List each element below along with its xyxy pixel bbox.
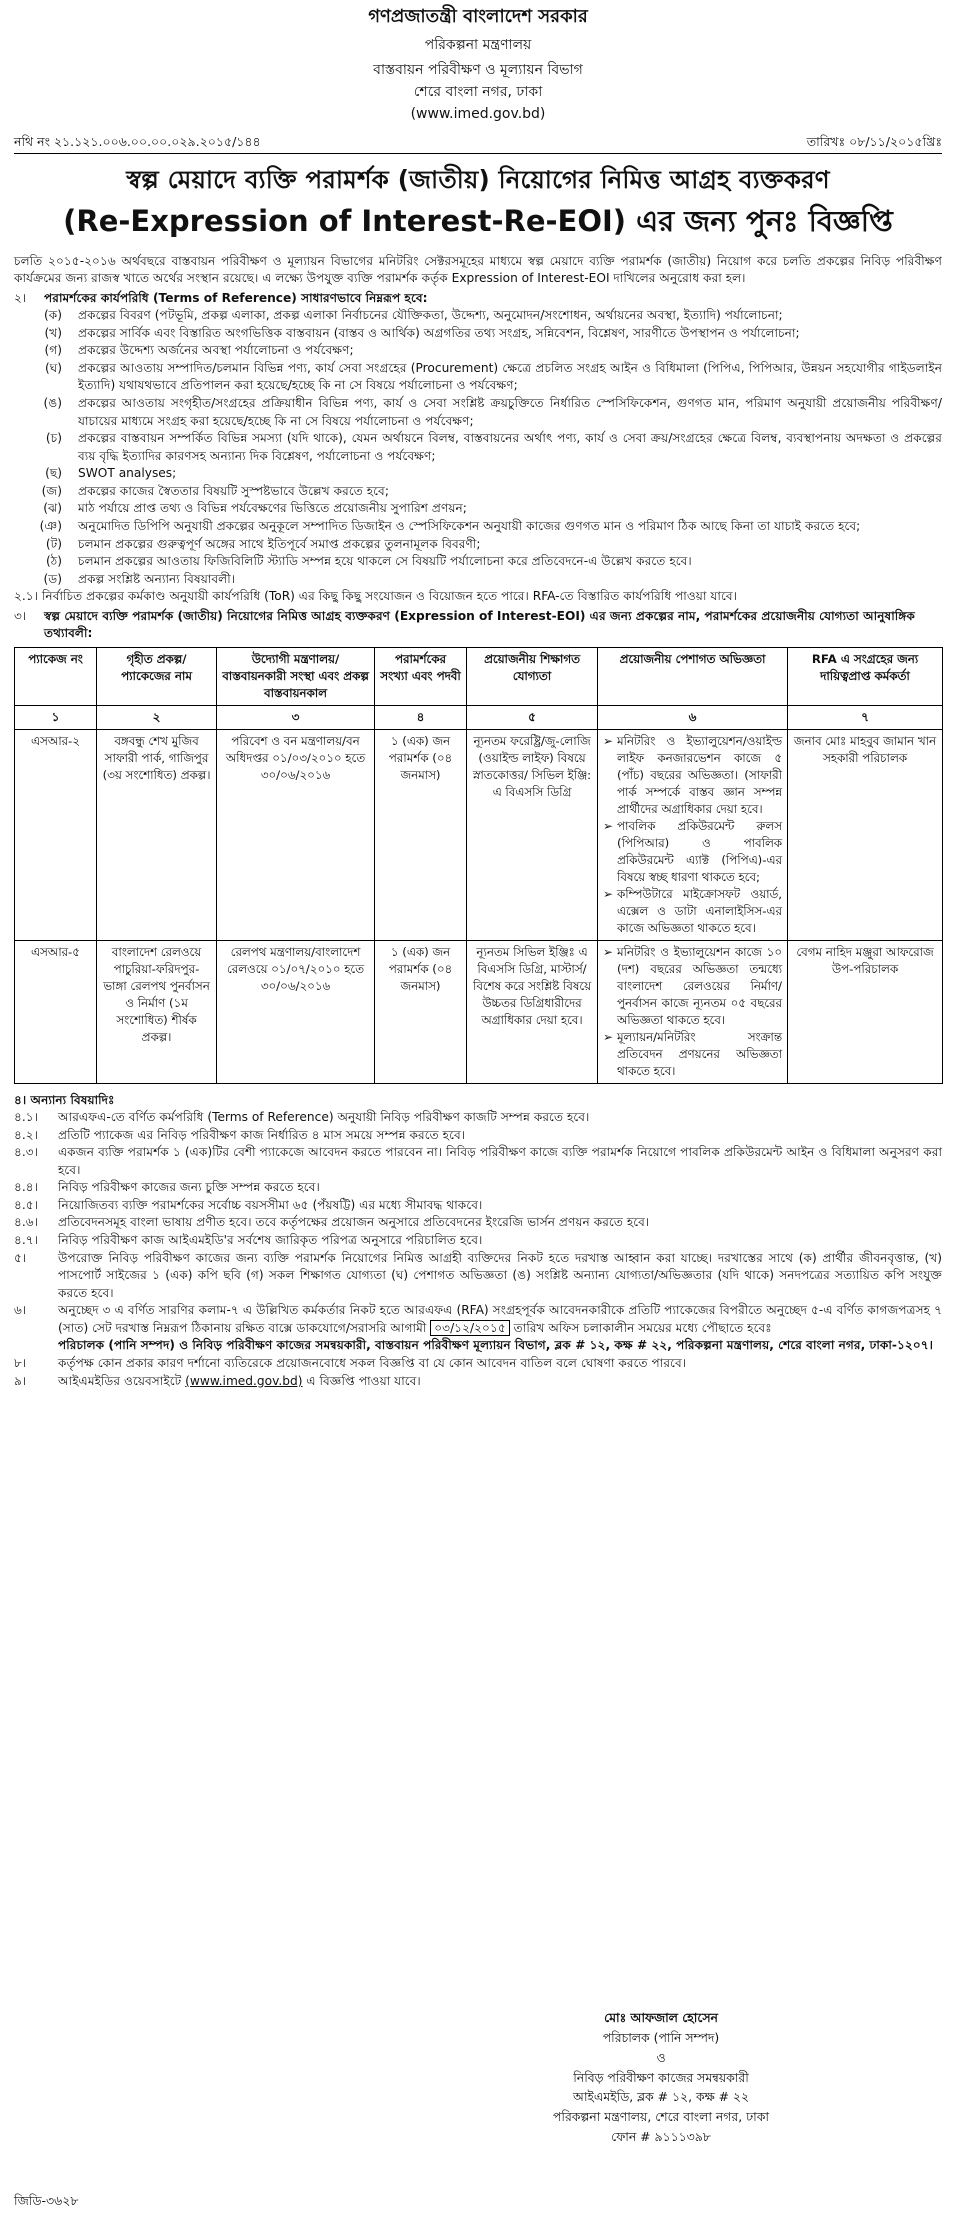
arrow-bullet-icon: ➢ <box>603 818 613 833</box>
tor-item-text: প্রকল্পের বিবরণ (পটভূমি, প্রকল্প এলাকা, প্রকল্প এলাকা নির্বাচনের যৌক্তিকতা, উদ্দেশ্য, অনুমোদন/সংশোধন, অর্থায়নের অবস্থা, ইত্যাদি) পর্যালোচনা; <box>78 308 783 323</box>
experience-text: মনিটরিং ও ইভ্যালুয়েশন/ওয়াইল্ড লাইফ কনজারভেশন কাজে ৫ (পাঁচ) বছরের অভিজ্ঞতা। (সাফারী পার্ক সম্পর্কে বাস্তব জ্ঞান সম্পন্ন প্রার্থীদের অগ্রাধিকার দেয়া হবে। <box>617 733 782 816</box>
package-no-cell: এসআর-৫ <box>15 940 97 1083</box>
consultant-count-cell: ১ (এক) জন পরামর্শক (০৪ জনমাস) <box>375 940 467 1083</box>
tor-item-text: চলমান প্রকল্পের গুরুত্বপূর্ণ অঙ্গের সাথে ইতিপূর্বে সমাপ্ত প্রকল্পের তুলনামূলক বিবরণী; <box>78 536 481 551</box>
section-4-item-text: একজন ব্যক্তি পরামর্শক ১ (এক)টির বেশী প্যাকেজে আবেদন করতে পারবেন না। নিবিড় পরিবীক্ষণ কাজে ব্যক্তি পরামর্শক নিয়োগে পাবলিক প্রকিউরমেন্ট আইন ও বিধিমালা অনুসরণ করা হবে। <box>58 1145 942 1177</box>
experience-text: মূল্যায়ন/মনিটরিং সংক্রান্ত প্রতিবেদন প্রণয়নের অভিজ্ঞতা থাকতে হবে। <box>617 1029 782 1078</box>
tor-item-text: চলমান প্রকল্পের আওতায় ফিজিবিলিটি স্ট্যাডি সম্পন্ন হয়ে থাকলে সে বিষয়টি পর্যালোচনা করে প্রতিবেদনে-এ উল্লেখ করতে হবে। <box>78 554 692 569</box>
table-colnum-cell: ১ <box>15 705 97 729</box>
signatory-and: ও <box>656 2049 666 2065</box>
education-cell: ন্যূনতম ফরেষ্ট্রি/জু-লোজি (ওয়াইল্ড লাইফ) বিষয়ে স্নাতকোত্তর/ সিভিল ইঞ্জি: এ বিএসসি ডিগ্রি <box>467 729 598 940</box>
deadline-date: ০৩/১২/২০১৫ <box>430 1320 510 1336</box>
tor-item-number: (ঝ) <box>43 501 62 516</box>
section-4-item-number: ৪.৫। <box>14 1197 39 1212</box>
item-9 <box>14 1373 942 1391</box>
section-4-item-number: ৪.২। <box>14 1127 39 1142</box>
arrow-bullet-icon: ➢ <box>603 733 613 748</box>
table-header-cell: RFA এ সংগ্রহের জন্য দায়িত্বপ্রাপ্ত কর্মকর্তা <box>788 647 943 705</box>
section-4-item-number: ৪.৩। <box>14 1145 39 1160</box>
table-colnum-cell: ৭ <box>788 705 943 729</box>
govt-name: গণপ্রজাতন্ত্রী বাংলাদেশ সরকার <box>368 6 588 27</box>
section-4-list <box>14 1109 942 1302</box>
experience-item <box>603 818 782 886</box>
tor-item-number: (খ) <box>44 325 62 340</box>
experience-text: মনিটরিং ও ইভ্যালুয়েশন কাজে ১০ (দশ) বছরের অভিজ্ঞতা তন্মধ্যে বাংলাদেশ রেলওয়ের নির্মাণ/পুনর্বাসন কাজে ন্যূনতম ০৫ বছরের অভিজ্ঞতা থাকতে হবে। <box>617 944 782 1027</box>
section-4-item-text: প্রতিটি প্যাকেজ এর নিবিড় পরিবীক্ষণ কাজ নির্ধারিত ৪ মাস সময়ে সম্পন্ন করতে হবে। <box>58 1127 466 1142</box>
item-9-text-a: আইএমইডির ওয়েবসাইটে <box>58 1373 182 1388</box>
tor-item <box>14 483 942 501</box>
experience-item <box>603 944 782 1029</box>
file-number: নথি নং ২১.১২১.০০৬.০০.০০.০২৯.২০১৫/১৪৪ <box>14 133 261 149</box>
experience-item <box>603 733 782 818</box>
tor-item <box>14 360 942 395</box>
table-header-cell: উদ্যোগী মন্ত্রণালয়/বাস্তবায়নকারী সংস্থা এবং প্রকল্প বাস্তবায়নকাল <box>217 647 375 705</box>
item-8-number: ৮। <box>14 1355 27 1370</box>
rfa-officer-cell: বেগম নাহিদ মঞ্জুরা আফরোজ উপ-পরিচালক <box>788 940 943 1083</box>
signature-block <box>496 2008 826 2147</box>
division-name: বাস্তবায়ন পরিবীক্ষণ ও মূল্যায়ন বিভাগ <box>373 62 583 79</box>
tor-item <box>14 342 942 360</box>
section-4-item-text: প্রতিবেদনসমূহ বাংলা ভাষায় প্রণীত হবে। তবে কর্তৃপক্ষের প্রয়োজন অনুসারে প্রতিবেদনের ইংরেজি ভার্সন প্রণয়ন করতে হবে। <box>58 1215 650 1230</box>
ministry-cell: রেলপথ মন্ত্রণালয়/বাংলাদেশ রেলওয়ে ০১/০৭/২০১০ হতে ৩০/০৬/২০১৬ <box>217 940 375 1083</box>
table-colnum-cell: ৩ <box>217 705 375 729</box>
tor-item-text: প্রকল্পের আওতায় সম্পাদিত/চলমান বিভিন্ন পণ্য, কার্য সেবা সংগ্রহের (Procurement) ক্ষেত্রে প্রচলিত সংগ্রহ আইন ও বিধিমালা (পিপিএ, পিপিআর, উন্নয়ন সহযোগীর গাইডলাইন ইত্যাদি) যথাযথভাবে প্রতিপালন করা হয়েছে/হচ্ছে কি না সে বিষয়ে পর্যালোচনা ও পর্যবেক্ষণ; <box>78 360 942 393</box>
tor-item-number: (জ) <box>41 483 62 498</box>
section-4-item-number: ৪.৬। <box>14 1215 39 1230</box>
intro-paragraph: চলতি ২০১৫-২০১৬ অর্থবছরে বাস্তবায়ন পরিবীক্ষণ ও মূল্যায়ন বিভাগের মনিটরিং সেক্টরসমূহের মাধ্যমে স্বল্প মেয়াদে ব্যক্তি পরামর্শক (জাতীয়) নিয়োগ করে চলতি প্রকল্পের নিবিড় পরিবীক্ষণ কার্যক্রমের জন্য রাজস্ব খাতে অর্থের সংস্থান রয়েছে। এ লক্ষ্যে উপযুক্ত ব্যক্তি পরামর্শক কর্তৃক Expression of Interest-EOI দাখিলের অনুরোধ করা হল। <box>14 253 942 286</box>
education-cell: ন্যূনতম সিভিল ইঞ্জিঃ এ বিএসসি ডিগ্রি, মাস্টার্স/বিশেষ করে সংশ্লিষ্ট বিষয়ে উচ্চতর ডিগ্রিধারীদের অগ্রাধিকার দেয়া হবে। <box>467 940 598 1083</box>
section-2-number: ২। <box>14 290 27 305</box>
item-8-text: কর্তৃপক্ষ কোন প্রকার কারণ দর্শানো ব্যতিরেকে প্রয়োজনবোধে সকল বিজ্ঞপ্তি বা যে কোন আবেদন বাতিল বলে ঘোষণা করতে পারবে। <box>58 1355 687 1370</box>
section-4-item <box>14 1197 942 1215</box>
tor-item-number: (চ) <box>45 431 62 446</box>
item-9-text <box>58 1373 942 1391</box>
project-name-cell: বঙ্গবন্ধু শেখ মুজিব সাফারী পার্ক, গাজিপুর (৩য় সংশোধিত) প্রকল্প। <box>97 729 217 940</box>
rfa-officer-cell: জনাব মোঃ মাহবুব জামান খান সহকারী পরিচালক <box>788 729 943 940</box>
table-body <box>15 729 943 1083</box>
tor-item-number: (গ) <box>44 343 62 358</box>
project-name-cell: বাংলাদেশ রেলওয়ে পাচুরিয়া-ফরিদপুর-ভাঙ্গা রেলপথ পুনর্বাসন ও নির্মাণ (১ম সংশোধিত) শীর্ষক প্রকল্প। <box>97 940 217 1083</box>
table-colnum-cell: ২ <box>97 705 217 729</box>
table-header-row <box>15 647 943 705</box>
arrow-bullet-icon: ➢ <box>603 1029 613 1044</box>
section-2-title: পরামর্শকের কার্যপরিধি (Terms of Reference) সাধারণভাবে নিম্নরূপ হবে: <box>44 290 428 305</box>
section-3-heading <box>14 608 942 643</box>
section-4-item-number: ৫। <box>14 1250 27 1265</box>
table-row <box>15 729 943 940</box>
tor-item-text: SWOT analyses; <box>78 466 177 481</box>
tor-item-text: প্রকল্পের আওতায় সংগৃহীত/সংগ্রহের প্রক্রিয়াধীন বিভিন্ন পণ্য, কার্য ও সেবা সংশ্লিষ্ট ক্রয়চুক্তিতে নির্ধারিত স্পেসিফিকেশন, গুণগত মান, পরিমাণ অনুযায়ী প্রয়োজনীয় পরিবীক্ষণ/যাচায়ের মাধ্যমে সংগ্রহ করা হয়েছে/হচ্ছে কি না সে বিষয়ে পর্যালোচনা ও পর্যবেক্ষণ; <box>78 396 942 428</box>
item-9-text-b: এ বিজ্ঞপ্তি পাওয়া যাবে। <box>306 1373 421 1388</box>
tor-item-text: প্রকল্পের বাস্তবায়ন সম্পর্কিত বিভিন্ন সমস্যা (যদি থাকে), যেমন অর্থায়নে বিলম্ব, বাস্তবায়নের অর্থাৎ পণ্য, কার্য ও সেবা ক্রয়/সংগ্রহের ক্ষেত্রে বিলম্ব, ব্যবস্থাপনায় অদক্ষতা ও প্রকল্পের ব্যয় বৃদ্ধি ইত্যাদির কারণসহ অন্যান্য দিক বিশ্লেষণ, পর্যালোচনা ও পর্যবেক্ষণ; <box>78 431 942 463</box>
table-colnum-cell: ৫ <box>467 705 598 729</box>
signatory-address: পরিকল্পনা মন্ত্রণালয়, শেরে বাংলা নগর, ঢাকা <box>553 2109 769 2125</box>
section-4-title: ৪। অন্যান্য বিষয়াদিঃ <box>14 1092 115 1107</box>
section-2-heading <box>14 290 942 308</box>
tor-item-text: অনুমোদিত ডিপিপি অনুযায়ী প্রকল্পের অনুকূলে সম্পাদিত ডিজাইন ও স্পেসিফিকেশন অনুযায়ী কাজের গুণগত মান ও পরিমাণ ঠিক আছে কিনা তা যাচাই করতে হবে; <box>78 518 861 533</box>
tor-item-text: মাঠ পর্যায়ে প্রাপ্ত তথ্য ও বিভিন্ন পর্যবেক্ষণের ভিত্তিতে প্রয়োজনীয় সুপারিশ প্রণয়ন; <box>78 501 467 516</box>
notice-subtitle: (Re-Expression of Interest-Re-EOI) এর জন্য পুনঃ বিজ্ঞপ্তি <box>63 203 893 238</box>
table-header-cell: প্রয়োজনীয় পেশাগত অভিজ্ঞতা <box>598 647 788 705</box>
consultant-count-cell: ১ (এক) জন পরামর্শক (০৪ জনমাস) <box>375 729 467 940</box>
tor-item-number: (ক) <box>43 308 62 323</box>
item-6 <box>14 1302 942 1355</box>
package-no-cell: এসআর-২ <box>15 729 97 940</box>
notice-date: তারিখঃ ০৮/১১/২০১৫খ্রিঃ <box>806 133 942 149</box>
tor-item-number: (ট) <box>45 536 62 551</box>
section-4-item-text: নিবিড় পরিবীক্ষণ কাজের জন্য চুক্তি সম্পন্ন করতে হবে। <box>58 1180 320 1195</box>
section-4-item-number: ৪.৪। <box>14 1180 39 1195</box>
signatory-phone: ফোন # ৯১১১৩৯৮ <box>611 2129 711 2145</box>
section-4-item-text: উপরোক্ত নিবিড় পরিবীক্ষণ কাজের জন্য ব্যক্তি পরামর্শক নিয়োগের নিমিত্ত আগ্রহী ব্যক্তিদের নিকট হতে দরখাস্ত আহ্বান করা যাচ্ছে। দরখাস্তের সাথে (ক) প্রার্থীর জীবনবৃত্তান্ত, (খ) পাসপোর্ট সাইজের ১ (এক) কপি ছবি (গ) সকল শিক্ষাগত যোগ্যতা (ঘ) পেশাগত অভিজ্ঞতা (ঙ) সংশ্লিষ্ট অন্যান্য যোগ্যতা/অভিজ্ঞতার (যদি থাকে) সনদপত্রের সত্যায়িত কপি সংযুক্ত করতে হবে। <box>58 1250 942 1300</box>
section-4 <box>14 1092 942 1391</box>
notice-page <box>0 4 956 2214</box>
tor-item-number: (ড) <box>43 571 62 586</box>
arrow-bullet-icon: ➢ <box>603 944 613 959</box>
section-4-item <box>14 1250 942 1303</box>
signatory-role: পরিচালক (পানি সম্পদ) <box>602 2029 720 2045</box>
experience-cell <box>598 729 788 940</box>
tor-item <box>14 307 942 325</box>
section-4-item-number: ৪.১। <box>14 1110 39 1125</box>
submission-address: পরিচালক (পানি সম্পদ) ও নিবিড় পরিবীক্ষণ কাজের সমন্বয়কারী, বাস্তবায়ন পরিবীক্ষণ মূল্যায়ন বিভাগ, ব্লক # ১২, কক্ষ # ২২, পরিকল্পনা মন্ত্রণালয়, শেরে বাংলা নগর, ঢাকা-১২০৭। <box>58 1338 934 1353</box>
table-row <box>15 940 943 1083</box>
section-4-item <box>14 1144 942 1179</box>
tor-list <box>14 307 942 588</box>
reference-row <box>14 133 942 154</box>
tor-item <box>14 518 942 536</box>
package-table <box>14 647 943 1084</box>
section-4-item-text: নিবিড় পরিবীক্ষণ কাজ আইএমইডি'র সর্বশেষ জারিকৃত পরিপত্র অনুসারে পরিচালিত হবে। <box>58 1233 483 1248</box>
experience-item <box>603 886 782 937</box>
gd-number: জিডি-৩৬২৮ <box>14 2193 79 2208</box>
tor-item-text: প্রকল্পের কাজের স্বৈততার বিষয়টি সুস্পষ্টভাবে উল্লেখ করতে হবে; <box>78 483 389 498</box>
signatory-office: আইএমইডি, ব্লক # ১২, কক্ষ # ২২ <box>572 2089 750 2105</box>
tor-item-number: (ঙ) <box>43 396 62 411</box>
section-4-item <box>14 1127 942 1145</box>
website-link[interactable]: (www.imed.gov.bd) <box>185 1373 303 1388</box>
table-header-cell: প্যাকেজ নং <box>15 647 97 705</box>
tor-item-text: প্রকল্পের সার্বিক এবং বিস্তারিত অংগভিত্তিক বাস্তবায়ন (বাস্তব ও আর্থিক) অগ্রগতির তথ্য সংগ্রহ, সন্নিবেশন, বিশ্লেষণ, সারণীতে উপস্থাপন ও পর্যালোচনা; <box>78 325 800 340</box>
item-6-text-b: তারিখ অফিস চলাকালীন সময়ের মধ্যে পৌছাতে হবেঃ <box>513 1320 772 1335</box>
office-address: শেরে বাংলা নগর, ঢাকা <box>413 84 543 101</box>
tor-item <box>14 536 942 554</box>
section-4-item-number: ৪.৭। <box>14 1233 39 1248</box>
section-4-item <box>14 1232 942 1250</box>
tor-item <box>14 325 942 343</box>
table-header-cell: পরামর্শকের সংখ্যা এবং পদবী <box>375 647 467 705</box>
item-6-number: ৬। <box>14 1303 27 1318</box>
section-4-item <box>14 1214 942 1232</box>
tor-item <box>14 500 942 518</box>
section-4-item-text: নিয়োজিতব্য ব্যক্তি পরামর্শকের সর্বোচ্চ বয়সসীমা ৬৫ (পঁয়ষট্টি) এর মধ্যে সীমাবদ্ধ থাকবে। <box>58 1197 483 1212</box>
section-4-item-text: আরএফএ-তে বর্ণিত কর্মপরিধি (Terms of Reference) অনুযায়ী নিবিড় পরিবীক্ষণ কাজটি সম্পন্ন করতে হবে। <box>58 1110 590 1125</box>
item-8 <box>14 1355 942 1373</box>
tor-item <box>14 465 942 483</box>
tor-item <box>14 430 942 465</box>
experience-text: কম্পিউটারে মাইক্রোসফট ওয়ার্ড, এক্সেল ও ডাটা এনালাইসিস-এর কাজে অভিজ্ঞতা থাকতে হবে। <box>617 886 782 935</box>
signatory-role-2: নিবিড় পরিবীক্ষণ কাজের সমন্বয়কারী <box>573 2069 749 2085</box>
tor-item <box>14 395 942 430</box>
table-colnum-cell: ৪ <box>375 705 467 729</box>
tor-item <box>14 571 942 589</box>
experience-item <box>603 1029 782 1080</box>
experience-cell <box>598 940 788 1083</box>
header-website: (www.imed.gov.bd) <box>410 106 546 123</box>
table-colnum-cell: ৬ <box>598 705 788 729</box>
table-colnum-row <box>15 705 943 729</box>
tor-item-number: (ঞ) <box>39 518 62 533</box>
item-6-text-a: অনুচ্ছেদ ৩ এ বর্ণিত সারণির কলাম-৭ এ উল্লিখিত কর্মকর্তার নিকট হতে আরএফএ (RFA) সংগ্রহপূর্বক আবেদনকারীকে প্রতিটি প্যাকেজের বিপরীতে অনুচ্ছেদ ৫-এ বর্ণিত কাগজপত্রসহ ৭ (সাত) সেট দরখাস্ত নিম্নরূপ ঠিকানায় রক্ষিত বাক্সে ডাকযোগে/সরাসরি আগামী <box>58 1303 942 1335</box>
item-6-text <box>58 1302 942 1355</box>
section-2-1: ২.১। নির্বাচিত প্রকল্পের কর্মকাণ্ড অনুযায়ী কার্যপরিধি (ToR) এর কিছু কিছু সংযোজন ও বিয়োজন হতে পারে। RFA-তে বিস্তারিত কার্যপরিধি পাওয়া যাবে। <box>14 589 737 604</box>
tor-item-number: (ঠ) <box>45 554 62 569</box>
section-4-item <box>14 1179 942 1197</box>
section-3-title: স্বল্প মেয়াদে ব্যক্তি পরামর্শক (জাতীয়) নিয়োগের নিমিত্ত আগ্রহ ব্যক্তকরণ (Expression of Interest-EOI) এর জন্য প্রকল্পের নাম, পরামর্শকের প্রয়োজনীয় যোগ্যতা আনুষাঙ্গিক তথ্যাবলী: <box>44 608 915 641</box>
tor-item-text: প্রকল্প সংশ্লিষ্ট অন্যান্য বিষয়াবলী। <box>78 571 236 586</box>
signatory-name: মোঃ আফজাল হোসেন <box>604 2010 718 2025</box>
item-9-number: ৯। <box>14 1373 27 1388</box>
notice-title: স্বল্প মেয়াদে ব্যক্তি পরামর্শক (জাতীয়) নিয়োগের নিমিত্ত আগ্রহ ব্যক্তকরণ <box>126 164 830 194</box>
ministry-cell: পরিবেশ ও বন মন্ত্রণালয়/বন অধিদপ্তর ০১/০৩/২০১০ হতে ৩০/০৬/২০১৬ <box>217 729 375 940</box>
tor-item-number: (ঘ) <box>44 360 62 375</box>
tor-item-text: প্রকল্পের উদ্দেশ্য অর্জনের অবস্থা পর্যালোচনা ও পর্যবেক্ষণ; <box>78 343 354 358</box>
arrow-bullet-icon: ➢ <box>603 886 613 901</box>
section-4-item <box>14 1109 942 1127</box>
tor-item <box>14 553 942 571</box>
tor-item-number: (ছ) <box>45 466 62 481</box>
ministry-name: পরিকল্পনা মন্ত্রণালয় <box>424 36 532 53</box>
table-header-cell: গৃহীত প্রকল্প/ প্যাকেজের নাম <box>97 647 217 705</box>
section-3-number: ৩। <box>14 608 27 623</box>
experience-text: পাবলিক প্রকিউরমেন্ট রুলস (পিপিআর) ও পাবলিক প্রকিউরমেন্ট এ্যাক্ট (পিপিএ)-এর বিষয়ে স্বচ্ছ ধারণা থাকতে হবে; <box>617 818 782 884</box>
table-header-cell: প্রয়োজনীয় শিক্ষাগত যোগ্যতা <box>467 647 598 705</box>
